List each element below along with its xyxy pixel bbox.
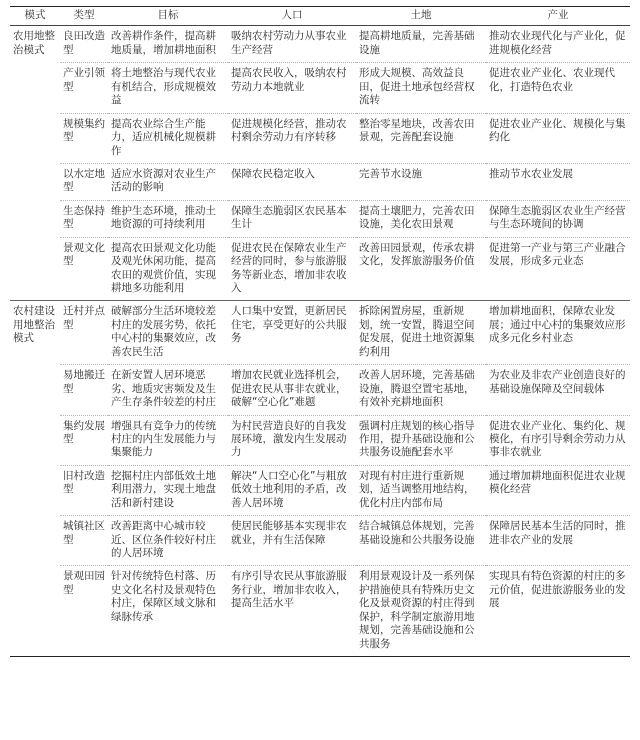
cell-population-text: 使居民能够基本实现非农就业，并有生活保障	[231, 520, 347, 546]
cell-goal-text: 改善耕作条件，提高耕地质量，增加耕地面积	[111, 30, 216, 56]
cell-population	[228, 113, 356, 163]
cell-goal-text: 维护生态环境，推动土地资源的可持续利用	[111, 204, 216, 231]
header-population: 人口	[228, 7, 356, 26]
cell-population-text: 为村民营造良好的自我发展环境，激发内生发展动力	[231, 419, 347, 459]
cell-population-text: 保障农民稳定收入	[231, 167, 315, 180]
cell-land	[356, 301, 486, 365]
header-mode: 模式	[10, 7, 60, 26]
cell-population-text: 保障生态脆弱区农民基本生计	[231, 204, 347, 231]
cell-land	[356, 415, 486, 465]
cell-industry	[486, 26, 630, 63]
cell-population-text: 有序引导农民从事旅游服务行业，增加非农收入，提高生活水平	[231, 570, 347, 610]
cell-goal-text: 针对传统特色村落、历史文化名村及景观特色村庄，保障区域文脉和绿脉传承	[111, 570, 216, 623]
cell-land	[356, 365, 486, 415]
cell-goal-text: 提高农业综合生产能力，适应机械化规模耕作	[111, 117, 216, 157]
cell-industry	[486, 63, 630, 113]
table-row	[10, 26, 630, 63]
cell-population	[228, 63, 356, 113]
cell-industry	[486, 200, 630, 237]
cell-type	[60, 237, 108, 301]
cell-industry	[486, 365, 630, 415]
cell-type-text: 集约发展型	[63, 419, 105, 445]
cell-type	[60, 63, 108, 113]
cell-industry	[486, 566, 630, 657]
cell-type	[60, 301, 108, 365]
table-row	[10, 465, 630, 515]
cell-type-text: 迁村并点型	[63, 305, 105, 331]
table-row	[10, 566, 630, 657]
cell-type-text: 生态保持型	[63, 204, 105, 231]
header-type: 类型	[60, 7, 108, 26]
cell-industry-text: 促进农业产业化、农业现代化，打造特色农业	[489, 67, 615, 93]
cell-industry	[486, 465, 630, 515]
cell-type	[60, 113, 108, 163]
cell-land-text: 对现有村庄进行重新规划，适当调整用地结构，优化村庄内部布局	[359, 469, 475, 509]
cell-population-text: 人口集中安置，更新居民住宅，享受更好的公共服务	[231, 305, 347, 345]
cell-type-text: 景观文化型	[63, 241, 105, 268]
cell-population-text: 促进规模化经营，推动农村剩余劳动力有序转移	[231, 117, 347, 144]
cell-type-text: 以水定地型	[63, 167, 105, 194]
cell-population	[228, 415, 356, 465]
cell-population	[228, 163, 356, 200]
cell-type	[60, 26, 108, 63]
table-row	[10, 113, 630, 163]
cell-goal	[108, 465, 228, 515]
cell-land	[356, 566, 486, 657]
table-row	[10, 365, 630, 415]
table-row	[10, 516, 630, 566]
cell-population-text: 提高农民收入，吸纳农村劳动力本地就业	[231, 67, 347, 93]
cell-goal	[108, 163, 228, 200]
cell-industry-text: 推动节水农业发展	[489, 167, 573, 180]
table-row	[10, 163, 630, 200]
land-consolidation-table	[10, 6, 630, 657]
cell-goal	[108, 63, 228, 113]
cell-industry-text: 保障居民基本生活的同时，推进非农产业的发展	[489, 520, 626, 546]
cell-land	[356, 113, 486, 163]
cell-industry-text: 实现具有特色资源的村庄的多元价值，促进旅游服务业的发展	[489, 570, 626, 610]
cell-land	[356, 200, 486, 237]
cell-type	[60, 200, 108, 237]
header-industry: 产业	[486, 7, 630, 26]
cell-land	[356, 516, 486, 566]
cell-population-text: 增加农民就业选择机会，促进农民从事非农就业，破解“空心化”难题	[231, 369, 347, 409]
cell-goal-text: 改善距离中心城市较近、区位条件较好村庄的人居环境	[111, 520, 216, 559]
cell-land-text: 提高土壤肥力，完善农田设施，美化农田景观	[359, 204, 475, 231]
cell-industry-text: 保障生态脆弱区农业生产经营与生态环境间的协调	[489, 204, 626, 231]
cell-goal	[108, 301, 228, 365]
cell-type	[60, 163, 108, 200]
cell-goal	[108, 237, 228, 301]
cell-population	[228, 516, 356, 566]
cell-goal-text: 挖掘村庄内部低效土地利用潜力，实现土地盘活和新村建设	[111, 469, 216, 509]
cell-population	[228, 301, 356, 365]
cell-industry	[486, 516, 630, 566]
cell-population	[228, 566, 356, 657]
table-body	[10, 26, 630, 657]
cell-type	[60, 516, 108, 566]
cell-goal-text: 提高农田景观文化功能及观光休闲功能，提高农田的观赏价值，实现耕地多功能利用	[111, 241, 216, 294]
cell-population	[228, 465, 356, 515]
cell-land-text: 整治零星地块，改善农田景观，完善配套设施	[359, 117, 475, 144]
table-row	[10, 301, 630, 365]
cell-land-text: 提高耕地质量，完善基础设施	[359, 30, 475, 56]
cell-industry-text: 促进农业产业化、集约化、规模化，有序引导剩余劳动力从事非农就业	[489, 419, 626, 459]
cell-type-text: 规模集约型	[63, 117, 105, 144]
cell-goal	[108, 113, 228, 163]
cell-population	[228, 237, 356, 301]
mode-label: 农村建设用地整治模式	[13, 305, 55, 345]
cell-industry-text: 促进第一产业与第三产业融合发展，形成多元业态	[489, 241, 626, 268]
cell-goal-text: 在新安置人居环境恶劣、地质灾害频发及生产生存条件较差的村庄	[111, 369, 216, 409]
cell-type	[60, 415, 108, 465]
cell-population-text: 解决“人口空心化”与粗放低效土地利用的矛盾，改善人居环境	[231, 469, 347, 509]
cell-industry	[486, 163, 630, 200]
cell-type	[60, 365, 108, 415]
cell-goal	[108, 415, 228, 465]
cell-population-text: 促进农民在保障农业生产经营的同时，参与旅游服务等新业态，增加非农收入	[231, 241, 347, 294]
cell-industry	[486, 415, 630, 465]
cell-land	[356, 63, 486, 113]
cell-industry	[486, 237, 630, 301]
cell-type-text: 城镇社区型	[63, 520, 105, 546]
cell-industry-text: 通过增加耕地面积促进农业规模化经营	[489, 469, 626, 496]
cell-goal-text: 破解部分生活环境较差村庄的发展劣势，依托中心村的集聚效应，改善农民生活	[111, 305, 216, 358]
cell-goal	[108, 26, 228, 63]
cell-mode	[10, 26, 60, 301]
table-row	[10, 237, 630, 301]
cell-land	[356, 465, 486, 515]
cell-goal	[108, 566, 228, 657]
cell-mode	[10, 301, 60, 657]
cell-land	[356, 237, 486, 301]
cell-goal	[108, 365, 228, 415]
cell-goal-text: 增强具有竞争力的传统村庄的内生发展能力与集聚能力	[111, 419, 216, 459]
table-row	[10, 415, 630, 465]
cell-industry	[486, 301, 630, 365]
cell-land-text: 结合城镇总体规划，完善基础设施和公共服务设施	[359, 520, 475, 546]
cell-type	[60, 465, 108, 515]
cell-land-text: 改善田园景观，传承农耕文化，发挥旅游服务价值	[359, 241, 475, 268]
header-goal: 目标	[108, 7, 228, 26]
cell-type-text: 景观田园型	[63, 570, 105, 596]
cell-land-text: 利用景观设计及一系列保护措施使具有特殊历史文化及景观资源的村庄得到保护，科学制定旅游用地规划，完善基础设施和公共服务	[359, 570, 475, 650]
cell-goal-text: 适应水资源对农业生产活动的影响	[111, 167, 216, 194]
table-row	[10, 200, 630, 237]
cell-land	[356, 26, 486, 63]
cell-type	[60, 566, 108, 657]
cell-goal	[108, 516, 228, 566]
cell-type-text: 产业引领型	[63, 67, 105, 93]
cell-type-text: 良田改造型	[63, 30, 105, 56]
cell-population	[228, 26, 356, 63]
table-row	[10, 63, 630, 113]
cell-population	[228, 365, 356, 415]
cell-industry-text: 推动农业现代化与产业化，促进规模化经营	[489, 30, 626, 56]
cell-land-text: 形成大规模、高效益良田，促进土地承包经营权流转	[359, 67, 475, 107]
mode-label: 农用地整治模式	[13, 30, 55, 56]
cell-industry-text: 促进农业产业化、规模化与集约化	[489, 117, 626, 144]
cell-type-text: 易地搬迁型	[63, 369, 105, 395]
cell-population	[228, 200, 356, 237]
cell-industry-text: 增加耕地面积，保障农业发展；通过中心村的集聚效应形成多元化乡村业态	[489, 305, 626, 345]
table-header-row	[10, 7, 630, 26]
cell-land-text: 改善人居环境，完善基础设施，腾退空置宅基地，有效补充耕地面积	[359, 369, 475, 409]
cell-industry-text: 为农业及非农产业创造良好的基础设施保障及空间载体	[489, 369, 626, 395]
cell-land-text: 拆除闲置房屋，重新规划，统一安置，腾退空间促发展，促进土地资源集约利用	[359, 305, 475, 358]
cell-type-text: 旧村改造型	[63, 469, 105, 496]
cell-land-text: 强调村庄规划的核心指导作用，提升基础设施和公共服务设施配套水平	[359, 419, 475, 459]
header-land: 土地	[356, 7, 486, 26]
cell-land-text: 完善节水设施	[359, 167, 422, 180]
cell-land	[356, 163, 486, 200]
cell-population-text: 吸纳农村劳动力从事农业生产经营	[231, 30, 347, 56]
cell-goal	[108, 200, 228, 237]
land-consolidation-table-container	[10, 6, 630, 657]
cell-goal-text: 将土地整治与现代农业有机结合，形成规模效益	[111, 67, 216, 107]
cell-industry	[486, 113, 630, 163]
